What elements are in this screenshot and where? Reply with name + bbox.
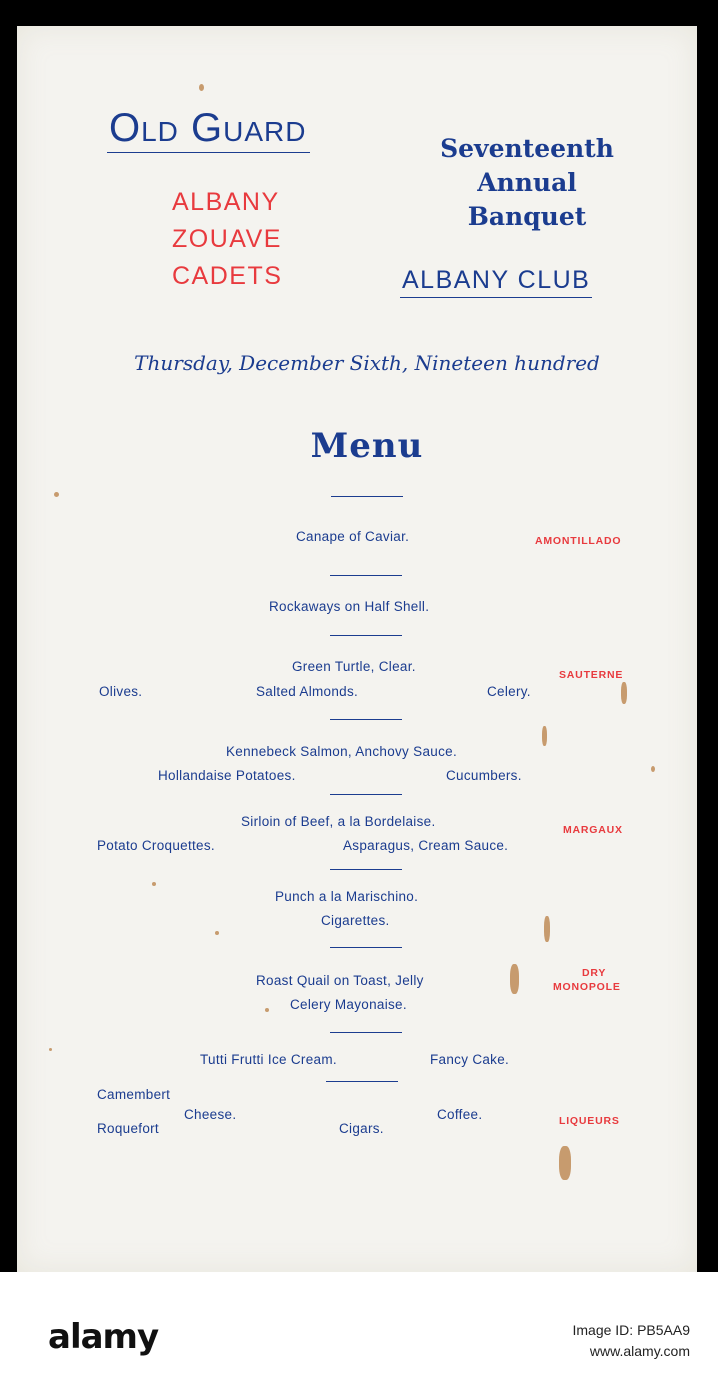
course-punch: Punch a la Marischino. xyxy=(275,889,419,904)
course-salmon: Kennebeck Salmon, Anchovy Sauce. xyxy=(226,744,457,759)
course-coffee: Coffee. xyxy=(437,1107,483,1122)
albany-club: ALBANY CLUB xyxy=(400,268,592,298)
course-almonds: Salted Almonds. xyxy=(256,684,359,699)
divider xyxy=(330,1032,402,1033)
stain xyxy=(510,964,519,994)
site-url: www.alamy.com xyxy=(589,1343,690,1359)
course-croquettes: Potato Croquettes. xyxy=(97,838,215,853)
course-roquefort: Roquefort xyxy=(97,1121,159,1136)
course-quail: Roast Quail on Toast, Jelly xyxy=(256,973,424,988)
course-olives: Olives. xyxy=(99,684,143,699)
stain xyxy=(559,1146,571,1180)
course-turtle: Green Turtle, Clear. xyxy=(292,659,416,674)
stain xyxy=(542,726,547,746)
wine-monopole: MONOPOLE xyxy=(553,981,621,993)
watermark-footer xyxy=(0,1272,718,1390)
course-cheese: Cheese. xyxy=(184,1107,237,1122)
stain xyxy=(49,1048,52,1051)
course-camembert: Camembert xyxy=(97,1087,171,1102)
image-id-block xyxy=(572,1320,690,1362)
banquet-line-1: Seventeenth xyxy=(440,134,614,163)
divider xyxy=(330,575,402,576)
wine-margaux: MARGAUX xyxy=(563,824,623,836)
course-oysters: Rockaways on Half Shell. xyxy=(269,599,430,614)
divider xyxy=(326,1081,398,1082)
course-cigarettes: Cigarettes. xyxy=(321,913,390,928)
stain xyxy=(621,682,627,704)
stain xyxy=(152,882,156,886)
divider xyxy=(330,635,402,636)
wine-dry: DRY xyxy=(582,967,607,979)
course-asparagus: Asparagus, Cream Sauce. xyxy=(343,838,509,853)
course-beef: Sirloin of Beef, a la Bordelaise. xyxy=(241,814,436,829)
zouave-line: ZOUAVE xyxy=(172,225,282,253)
image-id: Image ID: PB5AA9 xyxy=(572,1322,690,1338)
course-cigars: Cigars. xyxy=(339,1121,384,1136)
banquet-line-3: Banquet xyxy=(467,202,587,231)
old-guard-title: Old Guard xyxy=(107,108,310,153)
cadets-line: CADETS xyxy=(172,262,283,290)
alamy-logo: alamy xyxy=(48,1317,159,1357)
divider xyxy=(331,496,403,497)
event-date: Thursday, December Sixth, Nineteen hundred xyxy=(134,351,600,375)
stain xyxy=(54,492,59,497)
stain xyxy=(199,84,204,91)
divider xyxy=(330,719,402,720)
menu-heading: Menu xyxy=(310,426,424,466)
course-cake: Fancy Cake. xyxy=(430,1052,510,1067)
wine-liqueurs: LIQUEURS xyxy=(559,1115,620,1127)
divider xyxy=(330,947,402,948)
wine-sauterne: SAUTERNE xyxy=(559,669,624,681)
wine-amontillado: AMONTILLADO xyxy=(535,535,622,547)
banquet-line-2: Annual xyxy=(477,168,577,197)
albany-line: ALBANY xyxy=(172,188,280,216)
stain xyxy=(651,766,655,772)
stain xyxy=(265,1008,269,1012)
course-potatoes: Hollandaise Potatoes. xyxy=(158,768,296,783)
course-cucumbers: Cucumbers. xyxy=(446,768,522,783)
course-ice-cream: Tutti Frutti Ice Cream. xyxy=(200,1052,337,1067)
course-caviar: Canape of Caviar. xyxy=(296,529,410,544)
divider xyxy=(330,794,402,795)
stain xyxy=(544,916,550,942)
stain xyxy=(215,931,219,935)
menu-card xyxy=(17,26,697,1272)
divider xyxy=(330,869,402,870)
course-celery: Celery. xyxy=(487,684,531,699)
course-mayonaise: Celery Mayonaise. xyxy=(290,997,407,1012)
